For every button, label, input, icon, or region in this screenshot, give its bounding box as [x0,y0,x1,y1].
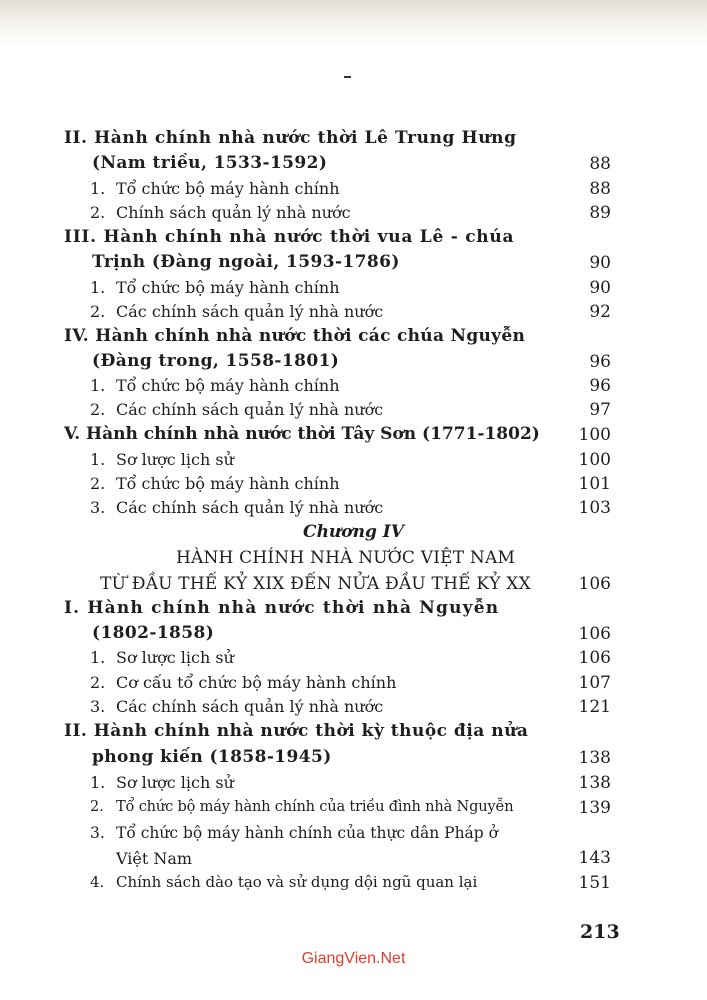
toc-page-number: 90 [589,253,611,273]
toc-item-label: Tổ chức bộ máy hành chính [116,474,340,493]
toc-section-title: II. Hành chính nhà nước thời kỳ thuộc địa nửa [64,721,529,741]
toc-section-title: III. Hành chính nhà nước thời vua Lê - chúa [64,227,515,247]
toc-item [90,800,513,815]
page-number: 213 [580,921,620,943]
toc-item-number: 2. [90,673,106,692]
toc-item-label: Tổ chức bộ máy hành chính của triều đình nhà Nguyễn [116,798,514,815]
toc-page-number: 107 [578,673,611,693]
toc-section-title-cont: phong kiến (1858-1945) [92,747,332,767]
toc-section-title: V. Hành chính nhà nước thời Tây Sơn (1771-1802) [64,424,540,444]
toc-item-label: Cơ cấu tổ chức bộ máy hành chính [116,673,397,692]
toc-page-number: 103 [578,498,611,518]
toc-item-label: Sơ lược lịch sử [116,450,234,469]
toc-item-label: Các chính sách quản lý nhà nước [116,697,384,716]
toc-page-number: 138 [578,748,611,768]
toc-item-label: Các chính sách quản lý nhà nước [116,400,384,419]
toc-item [90,675,396,691]
toc-item-label: Sơ lược lịch sử [116,648,234,667]
toc-item-label: Các chính sách quản lý nhà nước [116,302,384,321]
toc-page-number: 97 [589,400,611,420]
toc-item-number: 1. [90,450,106,469]
toc-item-number: 2. [90,400,106,419]
toc-page-number: 90 [589,278,611,298]
toc-page-number: 96 [589,376,611,396]
toc-page-number: 89 [589,203,611,223]
toc-item-number: 1. [90,278,106,297]
toc-item-number: 3. [90,824,105,842]
toc-page-number: 151 [578,873,611,893]
toc-item-label: Tổ chức bộ máy hành chính của thực dân Pháp ở [116,824,498,842]
toc-page-number: 100 [578,425,611,445]
toc-page-number: 121 [578,697,611,717]
toc-item [90,402,383,418]
toc-item [90,205,351,221]
chapter-label: Chương IV [303,522,404,542]
toc-section-title-cont: Trịnh (Đàng ngoài, 1593-1786) [92,252,400,272]
toc-item-label: Các chính sách quản lý nhà nước [116,498,384,517]
toc-item [90,826,498,842]
toc-item [90,304,383,320]
toc-item [90,181,340,197]
toc-section-title: II. Hành chính nhà nước thời Lê Trung Hưng [64,128,517,148]
toc-item [90,699,383,715]
toc-section-title: IV. Hành chính nhà nước thời các chúa Nguyễn [64,326,526,346]
toc-section-title-cont: (1802-1858) [92,623,215,643]
toc-page-number: 139 [578,798,611,818]
toc-page-number: 88 [589,179,611,199]
toc-item-number: 1. [90,376,106,395]
toc-item [90,500,383,516]
toc-item-number: 2. [90,203,106,222]
toc-page-number: 88 [589,154,611,174]
toc-page-number: 96 [589,352,611,372]
toc-page-number: 101 [578,474,611,494]
chapter-title: HÀNH CHÍNH NHÀ NƯỚC VIỆT NAM [175,548,516,568]
toc-page-number: 138 [578,773,611,793]
toc-item-label: Tổ chức bộ máy hành chính [116,376,340,395]
toc-item [90,378,340,394]
toc-item-number: 3. [90,697,106,716]
toc-item [90,775,234,791]
toc-item-number: 2. [90,474,106,493]
toc-page-number: 106 [578,648,611,668]
toc-item-number: 1. [90,773,106,792]
toc-item [90,875,477,890]
toc-item-label: Chính sách dào tạo và sử dụng dội ngũ quan lại [116,873,478,891]
toc-page-number: 106 [578,624,611,644]
toc-section-title-cont: (Nam triều, 1533-1592) [92,153,328,173]
toc-item [90,280,340,296]
toc-item-number: 1. [90,179,106,198]
toc-item-label: Tổ chức bộ máy hành chính [116,179,340,198]
toc-item-number: 2. [90,302,106,321]
toc-section-title-cont: (Đàng trong, 1558-1801) [92,351,340,371]
toc-page-number: 100 [578,450,611,470]
toc-item [90,476,340,492]
toc-item [90,452,234,468]
toc-item-number: 1. [90,648,106,667]
chapter-title: TỪ ĐẦU THẾ KỶ XIX ĐẾN NỬA ĐẦU THẾ KỶ XX [100,574,531,594]
toc-item-label: Sơ lược lịch sử [116,773,234,792]
toc-page-number: 143 [578,848,611,868]
watermark: GiangVien.Net [301,950,406,967]
toc-item-number: 4. [90,873,105,891]
toc-item-number: 2. [90,798,104,815]
toc-item-label: Tổ chức bộ máy hành chính [116,278,340,297]
toc-item-label: Chính sách quản lý nhà nước [116,203,351,222]
toc-page-number: 106 [578,574,611,594]
toc-item [90,650,234,666]
toc-section-title: I. Hành chính nhà nước thời nhà Nguyễn [64,598,500,618]
toc-item-cont: Việt Nam [116,849,193,868]
toc-page-number: 92 [589,302,611,322]
toc-item-number: 3. [90,498,106,517]
